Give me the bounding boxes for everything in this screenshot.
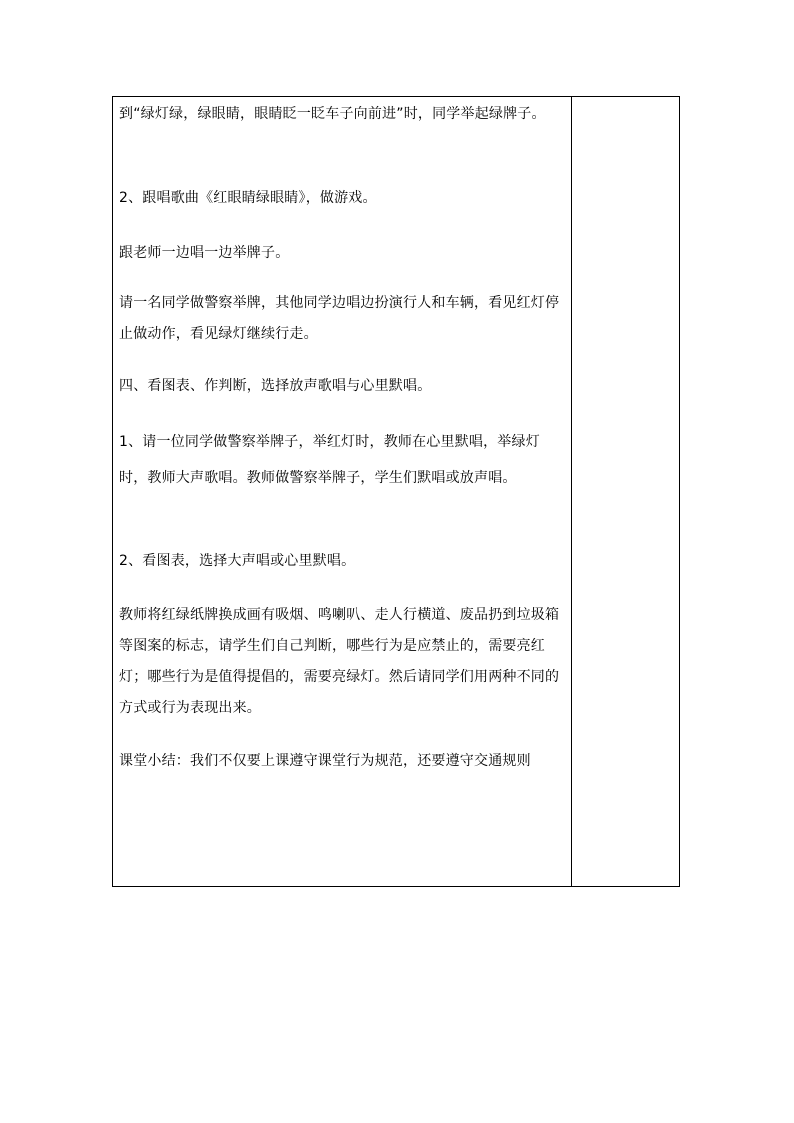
paragraph-chart-choice: 2、看图表，选择大声唱或心里默唱。: [119, 553, 356, 569]
lesson-content-cell: [113, 97, 571, 886]
lesson-table: [112, 96, 680, 887]
paragraph-sign-judgement: 教师将红绿纸牌换成画有吸烟、鸣喇叭、走人行横道、废品扔到垃圾箱等图案的标志，请学生们自己判断，哪些行为是应禁止的，需要亮红灯；哪些行为是值得提倡的，需要亮绿灯。然后请同学们用两种不同的方式或行为表现出来。: [119, 607, 560, 716]
paragraph-traffic-light-song: 到“绿灯绿，绿眼睛，眼睛眨一眨车子向前进”时，同学举起绿牌子。: [119, 106, 546, 122]
paragraph-police-game: 请一名同学做警察举牌，其他同学边唱边扮演行人和车辆，看见红灯停止做动作，看见绿灯继续行走。: [119, 295, 560, 342]
paragraph-raise-sign: 跟老师一边唱一边举牌子。: [119, 245, 290, 261]
section-heading-four: 四、看图表、作判断，选择放声歌唱与心里默唱。: [119, 378, 432, 394]
paragraph-sing-along: 2、跟唱歌曲《红眼睛绿眼睛》，做游戏。: [119, 190, 377, 206]
paragraph-silent-or-loud: 1、请一位同学做警察举牌子，举红灯时，教师在心里默唱，举绿灯时，教师大声歌唱。教师做警察举牌子，学生们默唱或放声唱。: [119, 434, 540, 486]
notes-cell: [572, 97, 679, 886]
paragraph-class-summary: 课堂小结：我们不仅要上课遵守课堂行为规范，还要遵守交通规则: [119, 753, 531, 769]
